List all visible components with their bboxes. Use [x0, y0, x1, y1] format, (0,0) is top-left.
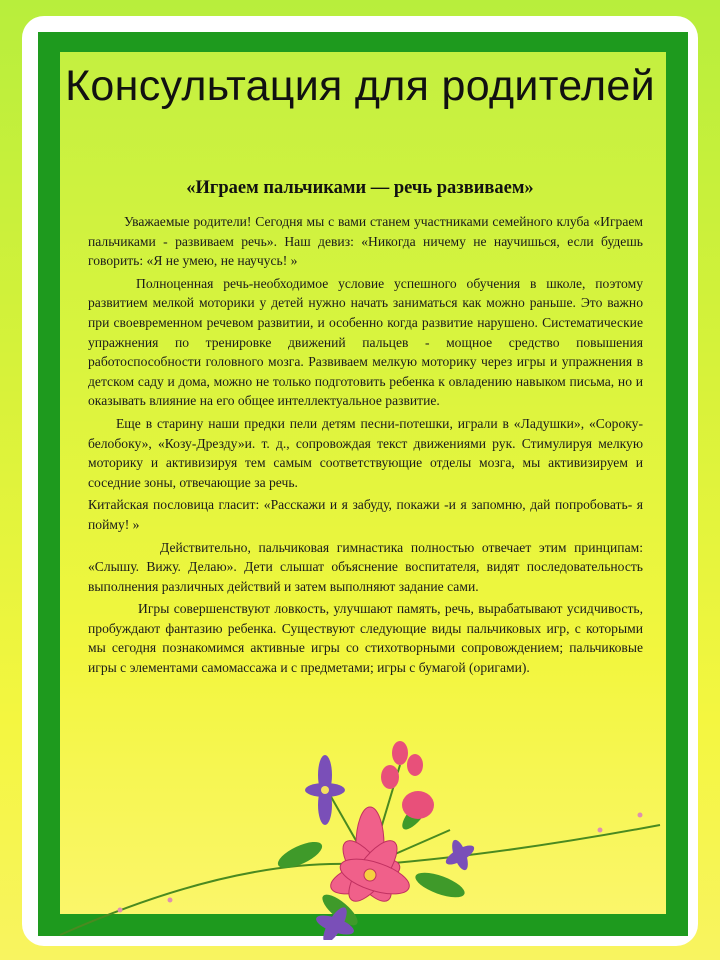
page-title: Консультация для родителей	[65, 62, 655, 110]
pink-buds-icon	[381, 741, 434, 819]
paragraph: Игры совершенствуют ловкость, улучшают память, речь, вырабатывают усидчивость, пробуждают фантазию ребенка. Существуют следующие виды пальчиковых игр, с которыми мы сегодня познакомимся активные игры со стихотворными сопровождением; пальчиковые игры с элементами самомассажа и с предметами; игры с бумагой (оригами).	[88, 601, 643, 676]
flower-decoration	[40, 735, 680, 940]
paragraph: Еще в старину наши предки пели детям песни-потешки, играли в «Ладушки», «Сороку-белобоку», «Козу-Дрезду»и. т. д., сопровождая текст движениями рук. Стимулируя мелкую моторику и активизируя тем самым соответствующие отделы мозга, мы активизируем и соседние зоны, отвечающие за речь.	[88, 415, 643, 490]
paragraph: Полноценная речь-необходимое условие успешного обучения в школе, поэтому развитием мелкой моторики у детей нужно начать заниматься как можно раньше. Это важно при своевременном речевом развитии, и особенно когда развитие нарушено. Систематические упражнения по тренировке движений пальцев - мощное средство повышения работоспособности головного мозга. Развиваем мелкую моторику через игры и упражнения в детском саду и дома, можно не только подготовить ребенка к овладению навыком письма, но и оказывать влияние на его общее интеллектуальное развитие.	[88, 275, 643, 409]
article-body	[88, 212, 643, 681]
paragraph: Действительно, пальчиковая гимнастика полностью отвечает этим принципам: «Слышу. Вижу. Делаю». Дети слышат объяснение воспитателя, видят последовательность выполнения различных действий и затем выполняют задание сами.	[88, 539, 643, 594]
pink-lily-icon	[327, 807, 414, 908]
paragraph: Уважаемые родители! Сегодня мы с вами станем участниками семейного клуба «Играем пальчиками - развиваем речь». Наш девиз: «Никогда ничему не научишься, если будешь говорить: «Я не умею, не научусь! »	[88, 214, 643, 269]
paragraph: Китайская пословица гласит: «Расскажи и я забуду, покажи -и я запомню, дай попробовать- я пойму! »	[88, 497, 643, 532]
article-subtitle: «Играем пальчиками — речь развиваем»	[186, 178, 534, 198]
